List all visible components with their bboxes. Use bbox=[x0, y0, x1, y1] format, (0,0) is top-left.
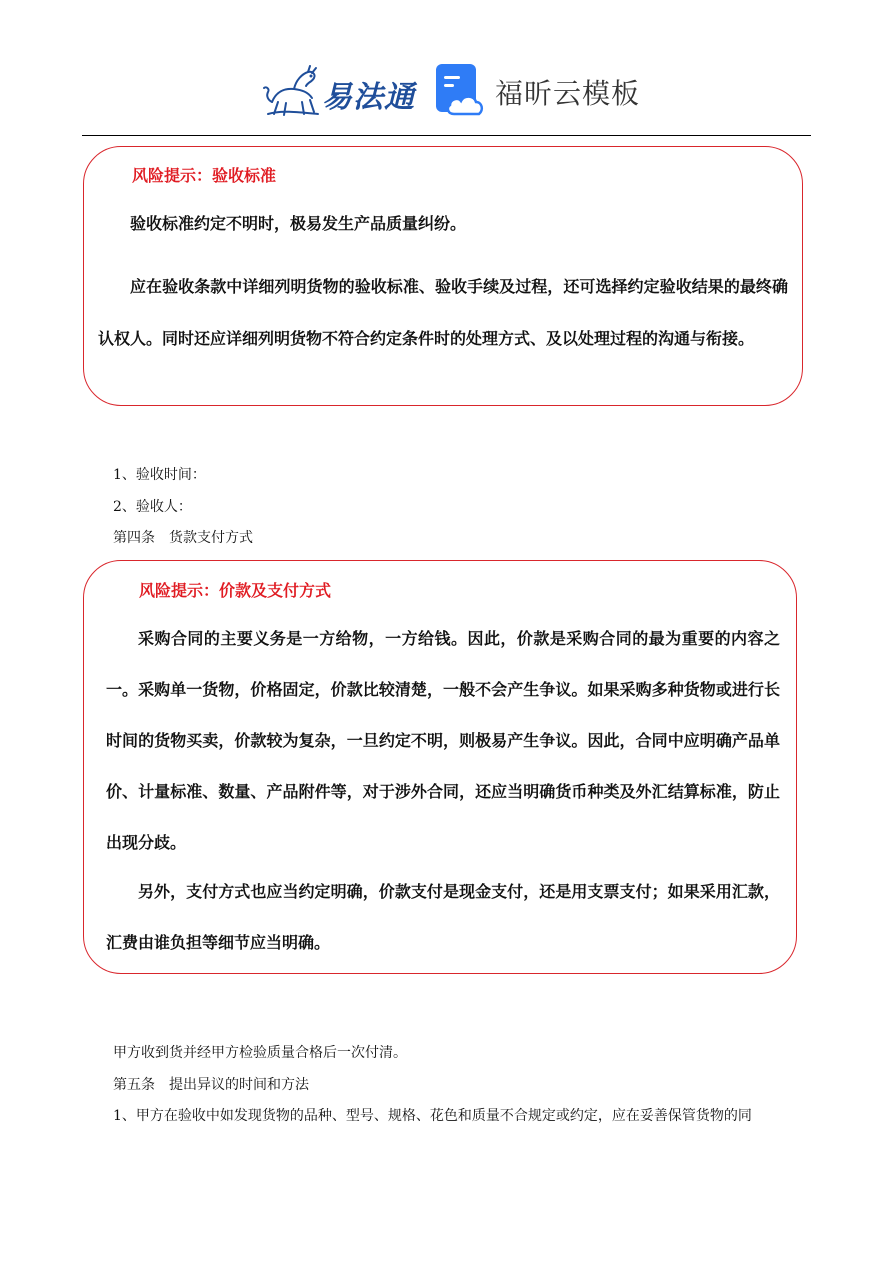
risk-paragraph: 另外，支付方式也应当约定明确，价款支付是现金支付，还是用支票支付；如果采用汇款，汇费由谁负担等细节应当明确。 bbox=[106, 882, 780, 952]
risk-paragraph: 应在验收条款中详细列明货物的验收标准、验收手续及过程，还可选择约定验收结果的最终确认权人。同时还应详细列明货物不符合约定条件时的处理方式、及以处理过程的沟通与衔接。 bbox=[98, 277, 788, 348]
clause-heading: 第五条 提出异议的时间和方法 bbox=[113, 1077, 309, 1093]
header-divider bbox=[82, 135, 811, 136]
clause-heading: 第四条 货款支付方式 bbox=[113, 530, 253, 546]
qilin-logo-icon bbox=[262, 62, 322, 118]
risk-box-acceptance bbox=[83, 146, 803, 406]
risk-paragraph: 采购合同的主要义务是一方给物，一方给钱。因此，价款是采购合同的最为重要的内容之一。采购单一货物，价格固定，价款比较清楚，一般不会产生争议。如果采购多种货物或进行长时间的货物买卖，价款较为复杂，一旦约定不明，则极易产生争议。因此，合同中应明确产品单价、计量标准、数量、产品附件等，对于涉外合同，还应当明确货币种类及外汇结算标准，防止出现分歧。 bbox=[106, 629, 780, 852]
clause-line: 1、甲方在验收中如发现货物的品种、型号、规格、花色和质量不合规定或约定，应在妥善保管货物的同 bbox=[113, 1108, 752, 1124]
clause-line: 甲方收到货并经甲方检验质量合格后一次付清。 bbox=[113, 1045, 407, 1061]
clause-line: 2、验收人： bbox=[113, 499, 192, 515]
foxit-cloud-logo-icon bbox=[436, 64, 488, 116]
page-header bbox=[0, 58, 893, 122]
risk-title: 风险提示：价款及支付方式 bbox=[139, 581, 332, 600]
risk-box-payment bbox=[83, 560, 797, 974]
foxit-template-logo-text: 福昕云模板 bbox=[495, 77, 641, 110]
risk-paragraph: 验收标准约定不明时，极易发生产品质量纠纷。 bbox=[130, 214, 467, 233]
risk-title: 风险提示：验收标准 bbox=[132, 166, 277, 185]
clause-line: 1、验收时间： bbox=[113, 467, 206, 483]
yifatong-logo-text: 易法通 bbox=[322, 80, 415, 115]
